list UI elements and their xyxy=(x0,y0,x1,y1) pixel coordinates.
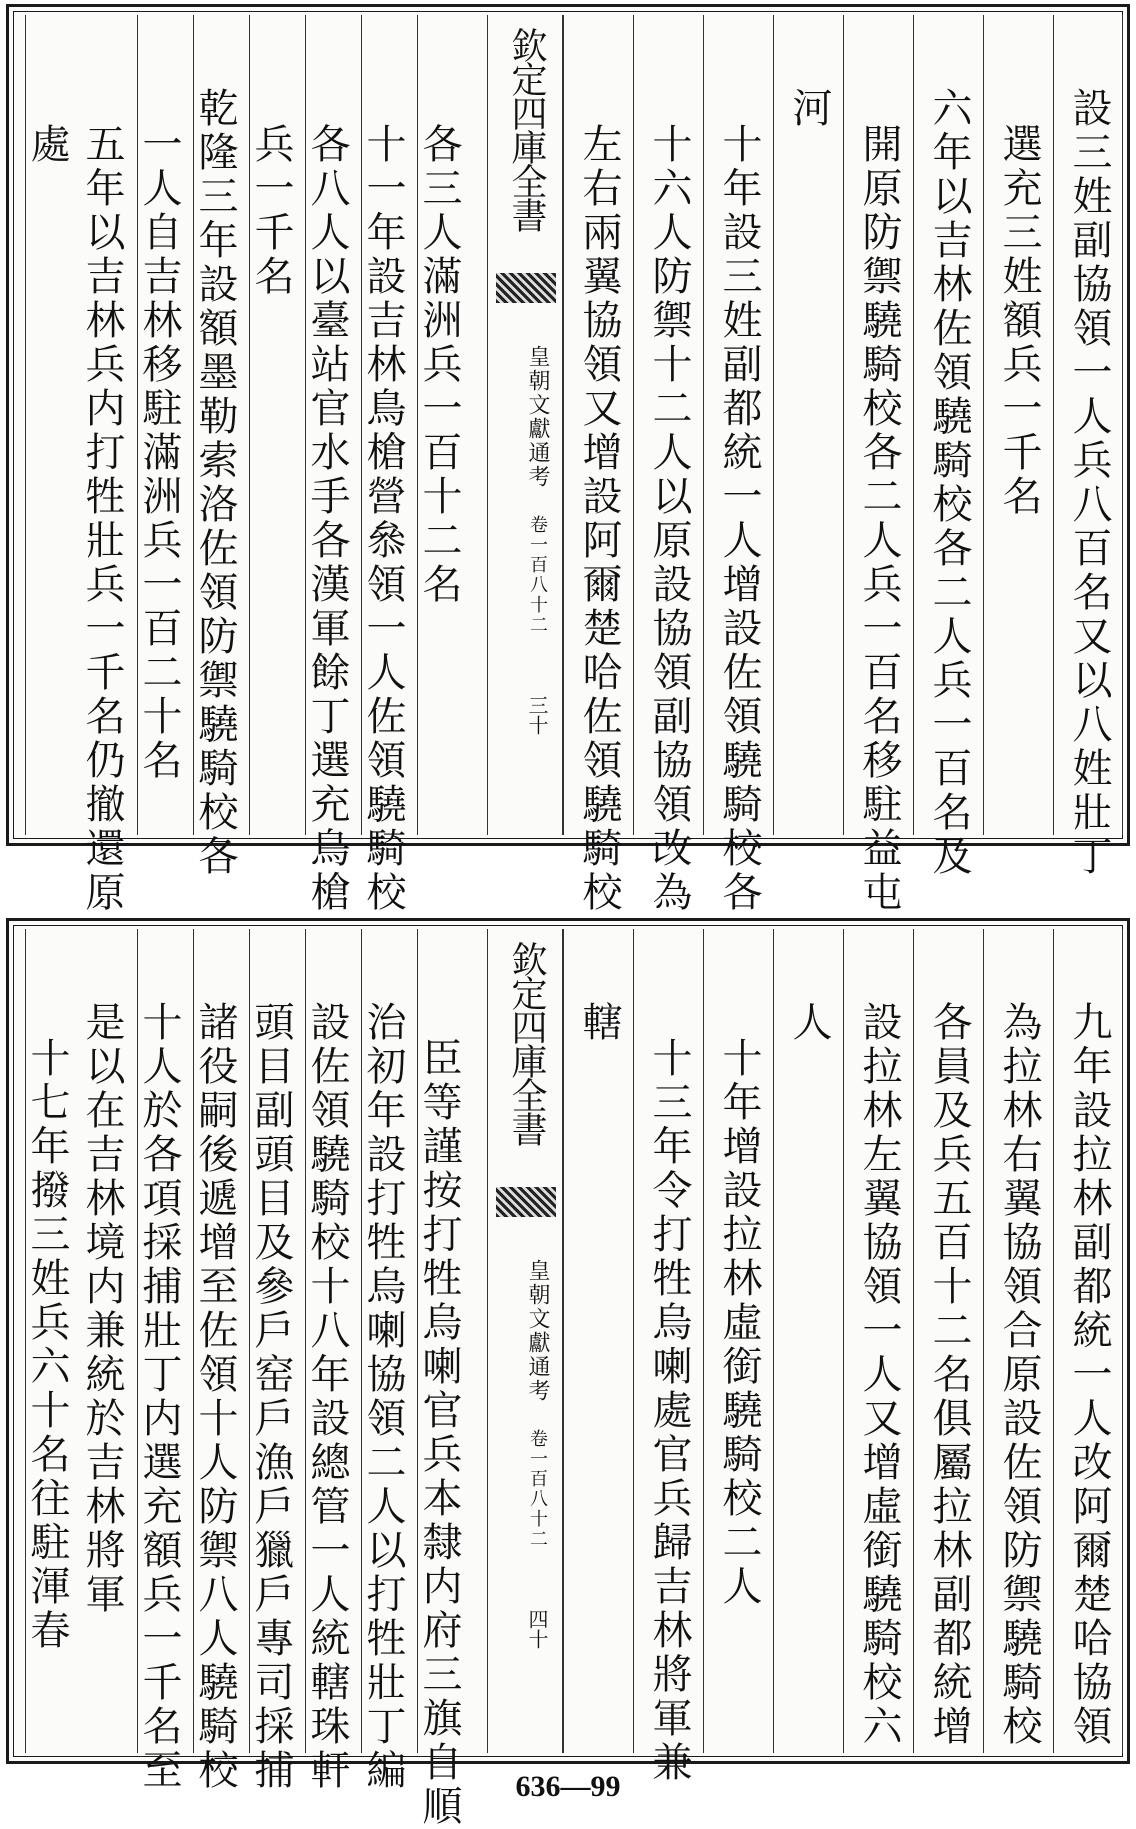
column-text: 五年以吉林兵内打牲壯兵一千名仍撤還原 xyxy=(79,123,125,915)
column-text: 各八人以臺站官水手各漢軍餘丁選充鳥槍 xyxy=(304,123,350,915)
text-column xyxy=(137,15,193,835)
column-text: 頭目副頭目及參戶窑戶漁戶獵戶專司採捕 xyxy=(248,1001,294,1793)
text-column xyxy=(417,15,473,835)
column-text: 兵一千名 xyxy=(248,123,294,299)
column-text: 各三人滿洲兵一百十二名 xyxy=(416,123,462,607)
gutter-book-title: 欽定四庫全書 xyxy=(506,27,547,231)
gutter-subtitle: 皇朝文獻通考 xyxy=(525,345,550,489)
column-text: 十一年設吉林鳥槍營叅領一人佐領驍騎校 xyxy=(360,123,406,915)
text-column xyxy=(913,929,983,1753)
text-column xyxy=(633,929,703,1785)
text-column xyxy=(773,929,843,1753)
column-text: 乾隆三年設額墨勒索洛佐領防禦驍騎校各 xyxy=(192,87,238,879)
gutter-book-title: 欽定四庫全書 xyxy=(506,941,547,1145)
page-number: 636—99 xyxy=(515,1770,621,1803)
text-column xyxy=(304,929,361,1793)
column-text: 設拉林左翼協領一人又增虛銜驍騎校六 xyxy=(856,1001,902,1749)
text-column xyxy=(563,929,633,1753)
text-column xyxy=(983,15,1053,835)
column-text: 十六人防禦十二人以原設協領副協領改為 xyxy=(646,123,692,915)
column-text: 為拉林右翼協領合原設佐領防禦驍騎校 xyxy=(996,1001,1042,1749)
gutter-volume: 卷一百八十二 xyxy=(527,515,548,635)
text-column xyxy=(843,15,913,915)
page-1-text-area xyxy=(19,15,1117,915)
text-column xyxy=(25,15,81,835)
text-column xyxy=(136,929,193,1793)
column-text: 是以在吉林境内兼統於吉林將軍 xyxy=(79,1001,125,1617)
column-text: 河 xyxy=(786,87,832,131)
column-text: 十年設三姓副都統一人增設佐領驍騎校各 xyxy=(716,123,762,915)
fishtail-ornament xyxy=(496,1187,556,1217)
column-text: 治初年設打牲烏喇協領二人以打牲壯丁編 xyxy=(360,1001,406,1793)
column-text: 十三年令打牲烏喇處官兵歸吉林將軍兼 xyxy=(646,1037,692,1785)
text-column xyxy=(249,15,305,835)
text-column xyxy=(25,929,81,1753)
column-text: 選充三姓額兵一千名 xyxy=(996,123,1042,519)
gutter-folio-number: 四十 xyxy=(525,1609,549,1649)
column-text: 處 xyxy=(24,123,70,167)
text-column xyxy=(81,929,137,1753)
text-column xyxy=(633,15,703,915)
column-text: 設三姓副協領一人兵八百名又以八姓壯丁 xyxy=(1066,87,1112,879)
column-text: 開原防禦驍騎校各二人兵一百名移駐益屯 xyxy=(856,123,902,915)
fishtail-ornament xyxy=(496,273,556,303)
gutter-subtitle: 皇朝文獻通考 xyxy=(525,1259,550,1403)
text-column xyxy=(703,929,773,1753)
document-page-1 xyxy=(6,4,1130,915)
column-text: 臣等謹按打牲烏喇官兵本隸内府三旗自順 xyxy=(416,1037,462,1829)
column-text: 九年設拉林副都統一人改阿爾楚哈協領 xyxy=(1066,1001,1112,1749)
text-column xyxy=(913,15,983,879)
column-text: 十七年撥三姓兵六十名往駐渾春 xyxy=(24,1037,70,1653)
column-text: 人 xyxy=(786,1001,832,1045)
gutter-volume: 卷一百八十二 xyxy=(527,1429,548,1549)
column-text: 十年增設拉林虛銜驍騎校二人 xyxy=(716,1037,762,1609)
text-column xyxy=(360,15,417,915)
gutter-folio-number: 三十 xyxy=(525,695,549,735)
text-column xyxy=(563,15,633,915)
text-column xyxy=(192,929,249,1793)
text-column xyxy=(304,15,361,915)
column-text: 左右兩翼協領又增設阿爾楚哈佐領驍騎校 xyxy=(576,123,622,915)
text-column xyxy=(79,15,137,915)
column-text: 六年以吉林佐領驍騎校各二人兵一百名及 xyxy=(926,87,972,879)
center-gutter xyxy=(487,929,563,1753)
text-column xyxy=(773,15,843,835)
text-column xyxy=(248,929,305,1793)
text-column xyxy=(843,929,913,1753)
text-column xyxy=(983,929,1053,1753)
column-text: 諸役嗣後遞增至佐領十人防禦八人驍騎校 xyxy=(192,1001,238,1793)
text-column xyxy=(360,929,417,1793)
center-gutter xyxy=(487,15,563,835)
column-text: 十人於各項採捕壯丁内選充額兵一千名至 xyxy=(136,1001,182,1793)
text-column xyxy=(1053,15,1123,879)
column-text: 一人自吉林移駐滿洲兵一百二十名 xyxy=(136,123,182,783)
text-column xyxy=(1053,929,1123,1753)
text-column xyxy=(192,15,249,879)
column-text: 各員及兵五百十二名俱屬拉林副都統增 xyxy=(926,1001,972,1749)
column-text: 設佐領驍騎校十八年設總管一人統轄珠軒 xyxy=(304,1001,350,1793)
column-text: 轄 xyxy=(576,1001,622,1045)
text-column xyxy=(703,15,773,915)
text-column xyxy=(416,929,473,1829)
